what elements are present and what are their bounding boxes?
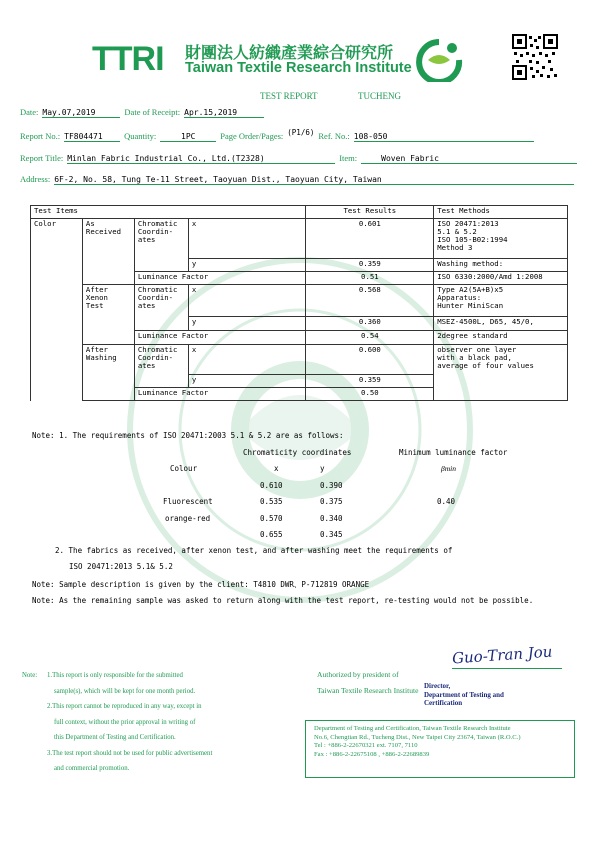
note-3: Note: Sample description is given by the client: T4810 DWR、P-712819 ORANGE xyxy=(32,580,370,589)
footer-note-3b: and commercial promotion. xyxy=(54,765,130,772)
method-text: Washing method: xyxy=(434,259,568,272)
result-value: 0.360 xyxy=(306,317,434,331)
condition-after-xenon: After Xenon Test xyxy=(82,285,134,345)
report-no-row xyxy=(20,126,534,144)
x-heading: x xyxy=(274,464,279,473)
luminance-label: Luminance Factor xyxy=(134,272,306,285)
contact-address: No.6, Chengtian Rd., Tucheng Dist., New Taipei City 23674, Taiwan (R.O.C.) xyxy=(314,733,521,741)
colour-heading: Colour xyxy=(170,464,198,473)
page-value: (P1/6) xyxy=(287,128,315,137)
footer-note-1a: 1.This report is only responsible for the submitted xyxy=(47,672,183,679)
report-title-row xyxy=(20,148,577,166)
result-value: 0.51 xyxy=(306,272,434,285)
result-value: 0.568 xyxy=(306,285,434,317)
page-label: Page Order/Pages: xyxy=(220,131,284,141)
contact-fax: Fax : +886-2-22675108 , +886-2-22689839 xyxy=(314,750,430,758)
beta-min: βmin xyxy=(441,464,456,473)
footer-notes xyxy=(47,668,257,777)
address-row xyxy=(20,169,574,187)
footer-note-2c: this Department of Testing and Certification. xyxy=(54,734,176,741)
quantity-label: Quantity: xyxy=(124,131,157,141)
color-cell: Color xyxy=(31,219,83,401)
authorized-org: Taiwan Textile Research Institute xyxy=(317,686,419,695)
x-label: x xyxy=(188,285,306,317)
table-row xyxy=(31,285,568,317)
footer-note-3a: 3.The test report should not be used for public advertisement xyxy=(47,749,213,757)
table-row xyxy=(31,219,568,259)
condition-as-received: As Received xyxy=(82,219,134,285)
contact-dept: Department of Testing and Certification, Taiwan Textile Research Institute xyxy=(314,725,511,732)
org-name-en: Taiwan Textile Research Institute xyxy=(185,60,412,76)
ttri-logo-icon: TTRI xyxy=(92,40,164,78)
req-y-4: 0.345 xyxy=(320,530,343,539)
condition-after-washing: After Washing xyxy=(82,345,134,401)
chromatic-label: Chromatic Coordin- ates xyxy=(134,219,188,272)
ref-label: Ref. No.: xyxy=(318,131,350,141)
address-value: 6F-2, No. 58, Tung Te-11 Street, Taoyuan Dist., Taoyuan City, Taiwan xyxy=(54,175,574,185)
chroma-heading: Chromaticity coordinates xyxy=(243,448,352,457)
signature-line xyxy=(452,668,562,669)
result-value: 0.359 xyxy=(306,259,434,272)
req-y-2: 0.375 xyxy=(320,497,343,506)
report-no-value: TF804471 xyxy=(64,132,120,142)
table-row xyxy=(31,345,568,375)
method-text: MSEZ-4500L, D65, 45/0, xyxy=(434,317,568,331)
results-table xyxy=(30,205,568,401)
req-y-1: 0.390 xyxy=(320,481,343,490)
min-luminance-value: 0.40 xyxy=(437,497,456,506)
orange-red-label: orange-red xyxy=(165,514,211,523)
header-test-methods: Test Methods xyxy=(434,206,568,219)
header-test-items: Test Items xyxy=(31,206,306,219)
result-value: 0.359 xyxy=(306,375,434,388)
note-1: Note: 1. The requirements of ISO 20471:2003 5.1 & 5.2 are as follows: xyxy=(32,431,344,440)
method-text: ISO 20471:2013 5.1 & 5.2 ISO 105-B02:1994 Method 3 xyxy=(434,219,568,259)
authorized-by: Authorized by president of xyxy=(317,670,399,679)
contact-box xyxy=(305,720,575,778)
result-value: 0.50 xyxy=(306,388,434,401)
req-x-2: 0.535 xyxy=(260,497,283,506)
table-header-row xyxy=(31,206,568,219)
y-label: y xyxy=(188,259,306,272)
req-x-1: 0.610 xyxy=(260,481,283,490)
director-dept-1: Department of Testing and xyxy=(424,690,504,699)
footer-note-label: Note: xyxy=(22,672,38,679)
receipt-value: Apr.15,2019 xyxy=(184,108,264,118)
method-text: observer one layer with a black pad, average of four values xyxy=(434,345,568,401)
method-text: ISO 6330:2000/Amd 1:2008 xyxy=(434,272,568,285)
fluorescent-label: Fluorescent xyxy=(163,497,213,506)
org-name-zh: 財團法人紡織產業綜合研究所 xyxy=(185,43,394,62)
chromatic-label: Chromatic Coordin- ates xyxy=(134,285,188,331)
qr-code-icon xyxy=(512,34,558,80)
luminance-label: Luminance Factor xyxy=(134,388,306,401)
result-value: 0.54 xyxy=(306,331,434,345)
result-value: 0.600 xyxy=(306,345,434,375)
footer-note-2b: full context, without the prior approval in writing of xyxy=(54,718,196,726)
luminance-heading: Minimum luminance factor xyxy=(399,448,508,457)
footer-note-2a: 2.This report cannot be reproduced in any way, except in xyxy=(47,703,202,710)
y-label: y xyxy=(188,317,306,331)
note-4: Note: As the remaining sample was asked to return along with the test report, re-testing would not be possible. xyxy=(32,596,534,605)
y-heading: y xyxy=(320,464,325,473)
receipt-label: Date of Receipt: xyxy=(124,107,181,117)
date-row xyxy=(20,102,575,120)
footer-note-1b: sample(s), which will be kept for one month period. xyxy=(54,687,196,695)
header-test-results: Test Results xyxy=(306,206,434,219)
address-label: Address: xyxy=(20,174,51,184)
note-2b: ISO 20471:2013 5.1& 5.2 xyxy=(69,562,173,571)
method-text: Type A2(5A+B)x5 Apparatus: Hunter MiniScan xyxy=(434,285,568,317)
date-label: Date: xyxy=(20,107,39,117)
note-2a: 2. The fabrics as received, after xenon test, and after washing meet the requirements of xyxy=(55,546,453,555)
report-no-label: Report No.: xyxy=(20,131,61,141)
req-y-3: 0.340 xyxy=(320,514,343,523)
item-value: Woven Fabric xyxy=(361,154,577,164)
x-label: x xyxy=(188,345,306,375)
report-title: TEST REPORT xyxy=(260,91,318,101)
chromatic-label: Chromatic Coordin- ates xyxy=(134,345,188,388)
result-value: 0.601 xyxy=(306,219,434,259)
luminance-label: Luminance Factor xyxy=(134,331,306,345)
director-label: Director, xyxy=(424,682,451,690)
contact-tel: Tel : +886-2-22670321 ext. 7107, 7110 xyxy=(314,742,418,750)
date-value: May.07,2019 xyxy=(42,108,120,118)
ttri-emblem-icon xyxy=(414,38,464,82)
method-text: 2degree standard xyxy=(434,331,568,345)
quantity-value: 1PC xyxy=(160,132,216,142)
director-dept-2: Certification xyxy=(424,699,463,707)
title-value: Minlan Fabric Industrial Co., Ltd.(T2328) xyxy=(67,154,335,164)
director-title xyxy=(424,682,504,708)
item-label: Item: xyxy=(339,153,358,163)
y-label: y xyxy=(188,375,306,388)
signature: Guo-Tran Jou xyxy=(451,642,553,668)
x-label: x xyxy=(188,219,306,259)
ref-value: 108-050 xyxy=(354,132,534,142)
req-x-4: 0.655 xyxy=(260,530,283,539)
req-x-3: 0.570 xyxy=(260,514,283,523)
report-location: TUCHENG xyxy=(358,91,401,101)
title-label: Report Title: xyxy=(20,153,64,163)
